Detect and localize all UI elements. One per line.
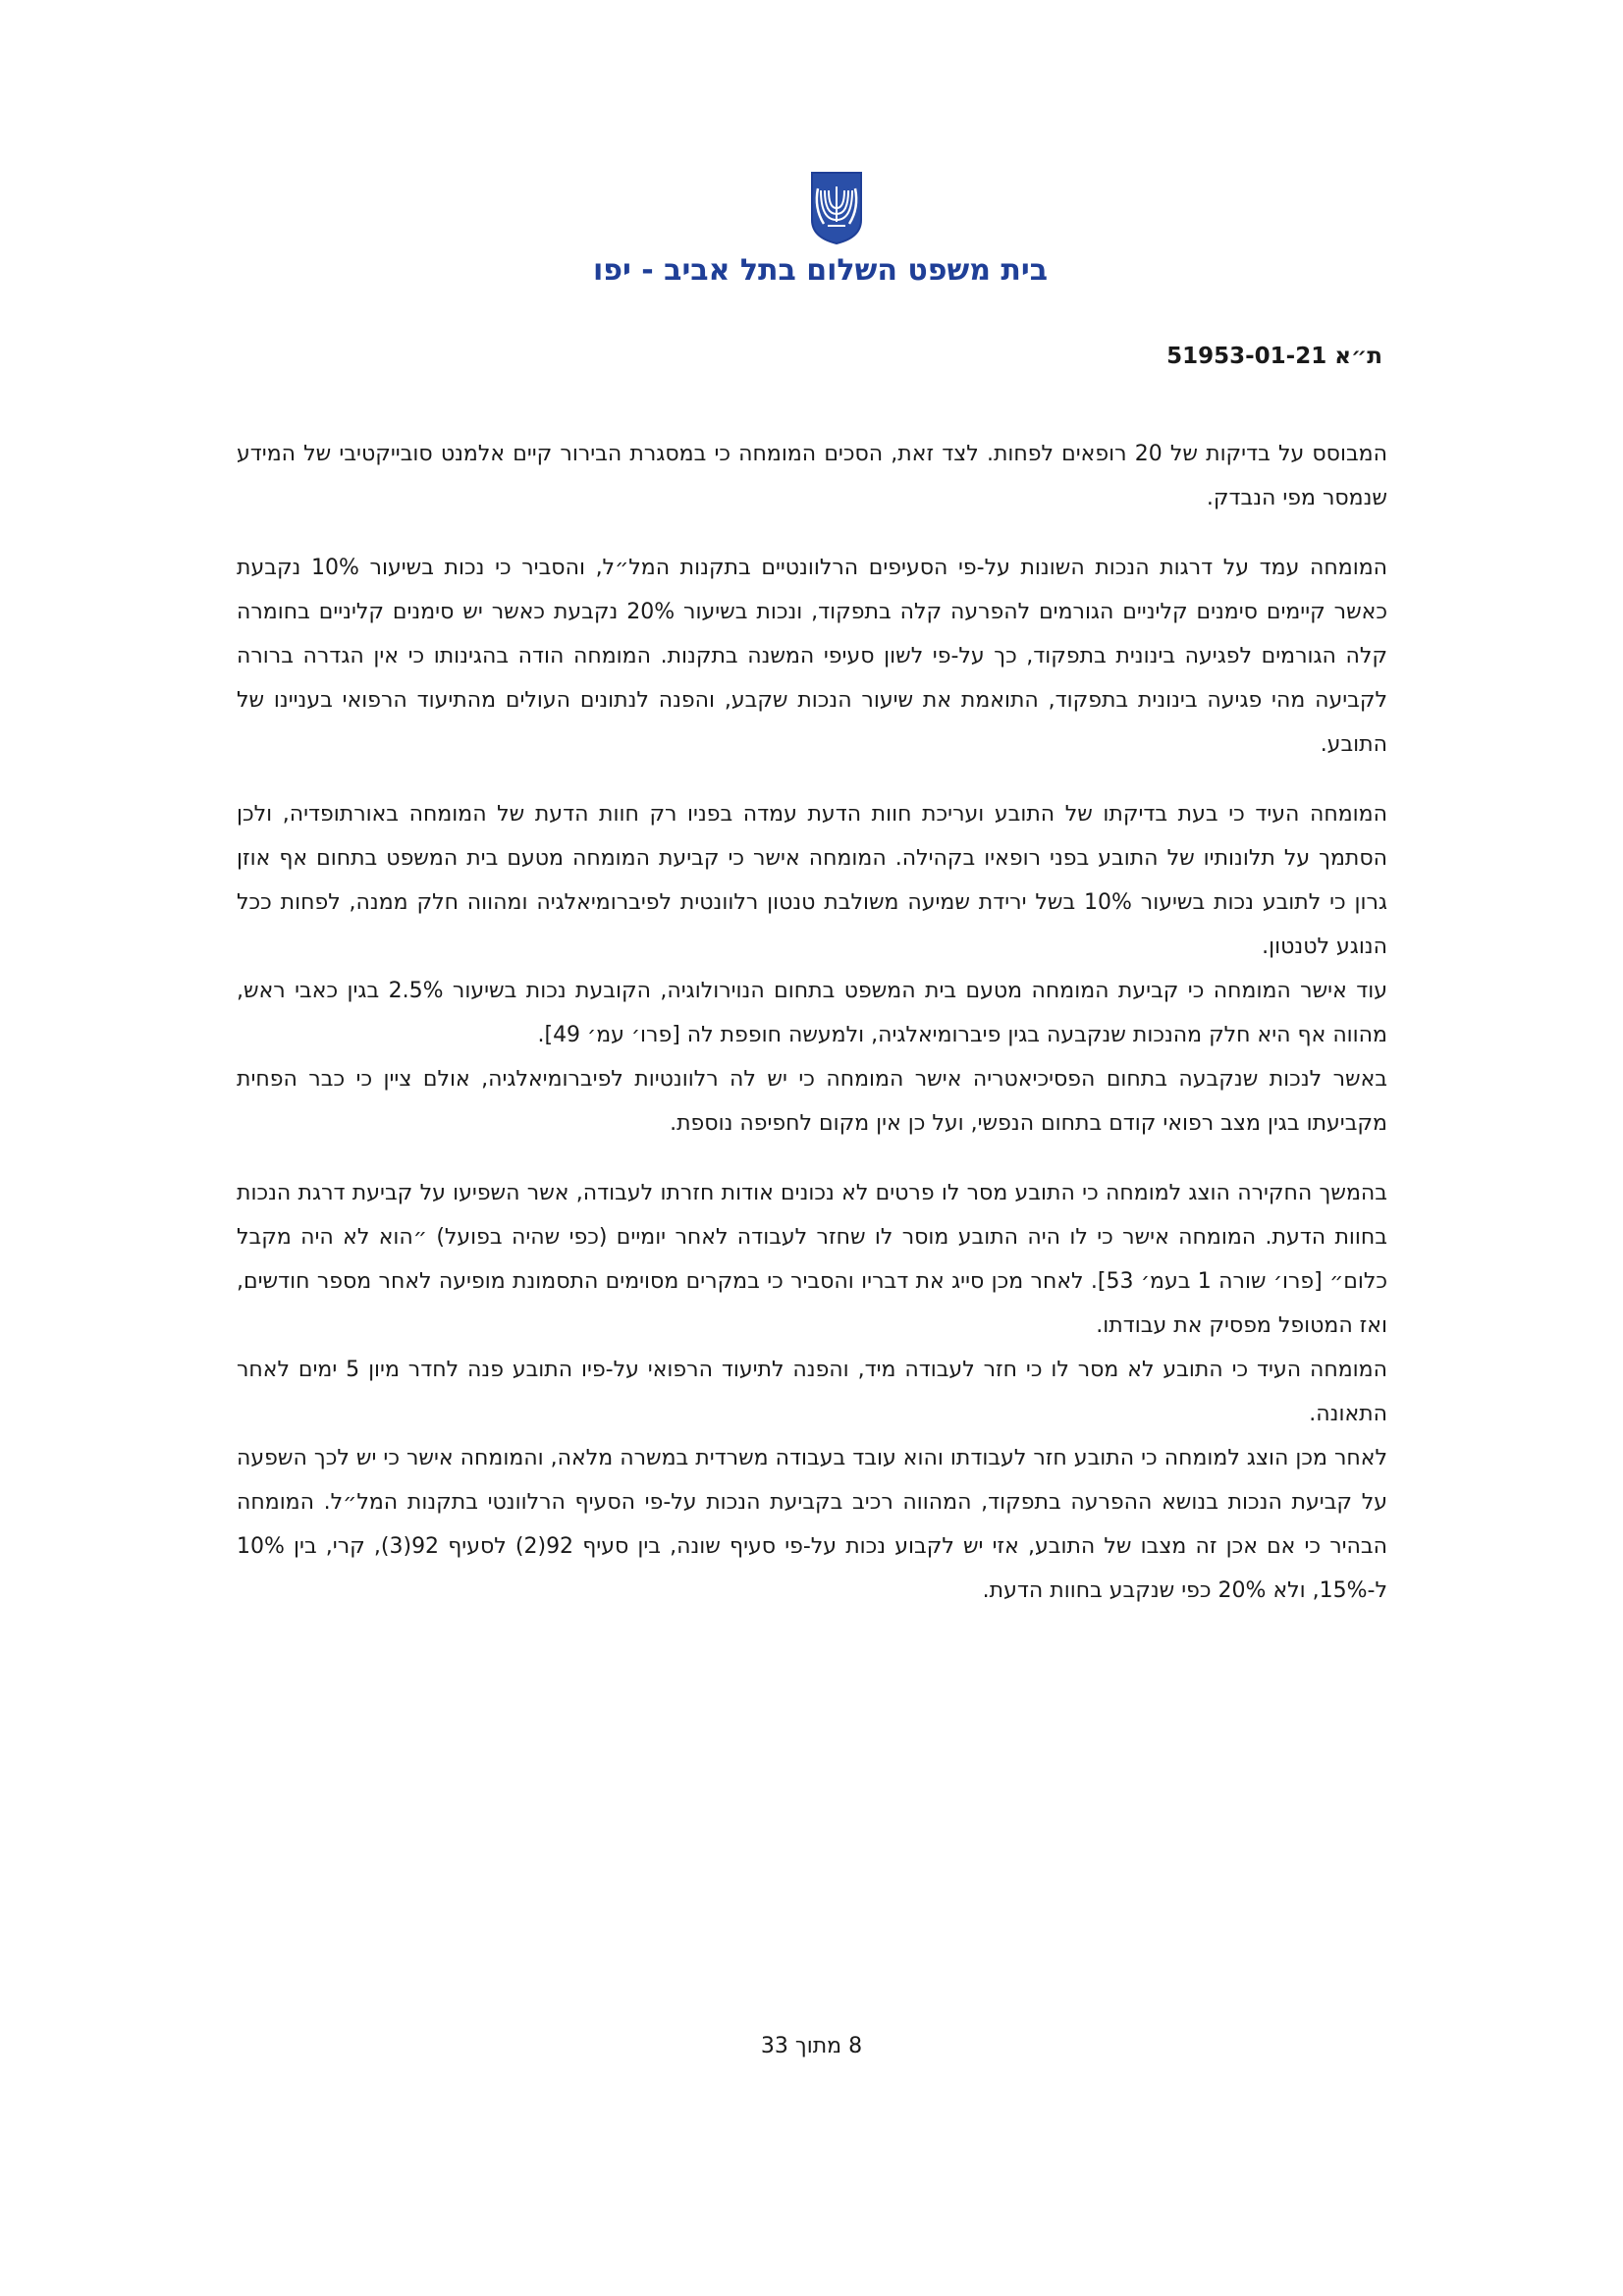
paragraph: המבוסס על בדיקות של 20 רופאים לפחות. לצד זאת, הסכים המומחה כי במסגרת הבירור קיים אלמנט סובייקטיבי של המידע שנמסר מפי הנבדק. bbox=[237, 442, 1387, 510]
case-number: ת״א 51953-01-21 bbox=[1166, 344, 1382, 369]
paragraph: עוד אישר המומחה כי קביעת המומחה מטעם בית המשפט בתחום הנוירולוגיה, הקובעת נכות בשיעור 2.5% בגין כאבי ראש, מהווה אף היא חלק מהנכות שנקבעה בגין פיברומיאלגיה, ולמעשה חופפת לה [פרו׳ עמ׳ 49]. bbox=[237, 979, 1387, 1047]
paragraph: לאחר מכן הוצג למומחה כי התובע חזר לעבודתו והוא עובד בעבודה משרדית במשרה מלאה, והמומחה אישר כי יש לכך השפעה על קביעת הנכות בנושא ההפרעה בתפקוד, המהווה רכיב בקביעת הנכות על-פי הסעיף הרלוונטי בתקנות המל״ל. המומחה הבהיר כי אם אכן זה מצבו של התובע, אזי יש לקבוע נכות על-פי סעיף שונה, בין סעיף 92(2) לסעיף 92(3), קרי, בין 10% ל-15%, ולא 20% כפי שנקבע בחוות הדעת. bbox=[237, 1446, 1387, 1603]
paragraph: באשר לנכות שנקבעה בתחום הפסיכיאטריה אישר המומחה כי יש לה רלוונטיות לפיברומיאלגיה, אולם ציין כי כבר הפחית מקביעתו בגין מצב רפואי קודם בתחום הנפשי, ועל כן אין מקום לחפיפה נוספת. bbox=[237, 1067, 1387, 1136]
paragraph: בהמשך החקירה הוצג למומחה כי התובע מסר לו פרטים לא נכונים אודות חזרתו לעבודה, אשר השפיעו על קביעת דרגת הנכות בחוות הדעת. המומחה אישר כי לו היה התובע מוסר לו שחזר לעבודה לאחר יומיים (כפי שהיה בפועל) ״הוא לא היה מקבל כלום״ [פרו׳ שורה 1 בעמ׳ 53]. לאחר מכן סייג את דבריו והסביר כי במקרים מסוימים התסמונת מופיעה לאחר מספר חודשים, ואז המטופל מפסיק את עבודתו. bbox=[237, 1181, 1388, 1338]
court-name bbox=[0, 253, 1623, 288]
paragraph: המומחה העיד כי בעת בדיקתו של התובע ועריכת חוות הדעת עמדה בפניו רק חוות הדעת של המומחה באורתופדיה, ולכן הסתמך על תלונותיו של התובע בפני רופאיו בקהילה. המומחה אישר כי קביעת המומחה מטעם בית המשפט בתחום אף אוזן גרון כי לתובע נכות בשיעור 10% בשל ירידת שמיעה משולבת טנטון רלוונטית לפיברומיאלגיה ומהווה חלק ממנה, לפחות ככל הנוגע לטנטון. bbox=[237, 802, 1387, 959]
paragraph: המומחה עמד על דרגות הנכות השונות על-פי הסעיפים הרלוונטיים בתקנות המל״ל, והסביר כי נכות בשיעור 10% נקבעת כאשר קיימים סימנים קליניים הגורמים להפרעה קלה בתפקוד, ונכות בשיעור 20% נקבעת כאשר יש סימנים קליניים בחומרה קלה הגורמים לפגיעה בינונית בתפקוד, כך על-פי לשון סעיפי המשנה בתקנות. המומחה הודה בהגינותו כי אין הגדרה ברורה לקביעה מהי פגיעה בינונית בתפקוד, התואמת את שיעור הנכות שקבע, והפנה לנתונים העולים מהתיעוד הרפואי בעניינו של התובע. bbox=[237, 556, 1388, 757]
court-name-text: בית משפט השלום בתל אביב - יפו bbox=[592, 253, 1049, 288]
paragraph: המומחה העיד כי התובע לא מסר לו כי חזר לעבודה מיד, והפנה לתיעוד הרפואי על-פיו התובע פנה לחדר מיון 5 ימים לאחר התאונה. bbox=[237, 1358, 1387, 1426]
state-of-israel-emblem-icon bbox=[808, 169, 865, 245]
page-number: 8 מתוך 33 bbox=[760, 2034, 863, 2058]
document-body bbox=[237, 432, 1387, 1613]
